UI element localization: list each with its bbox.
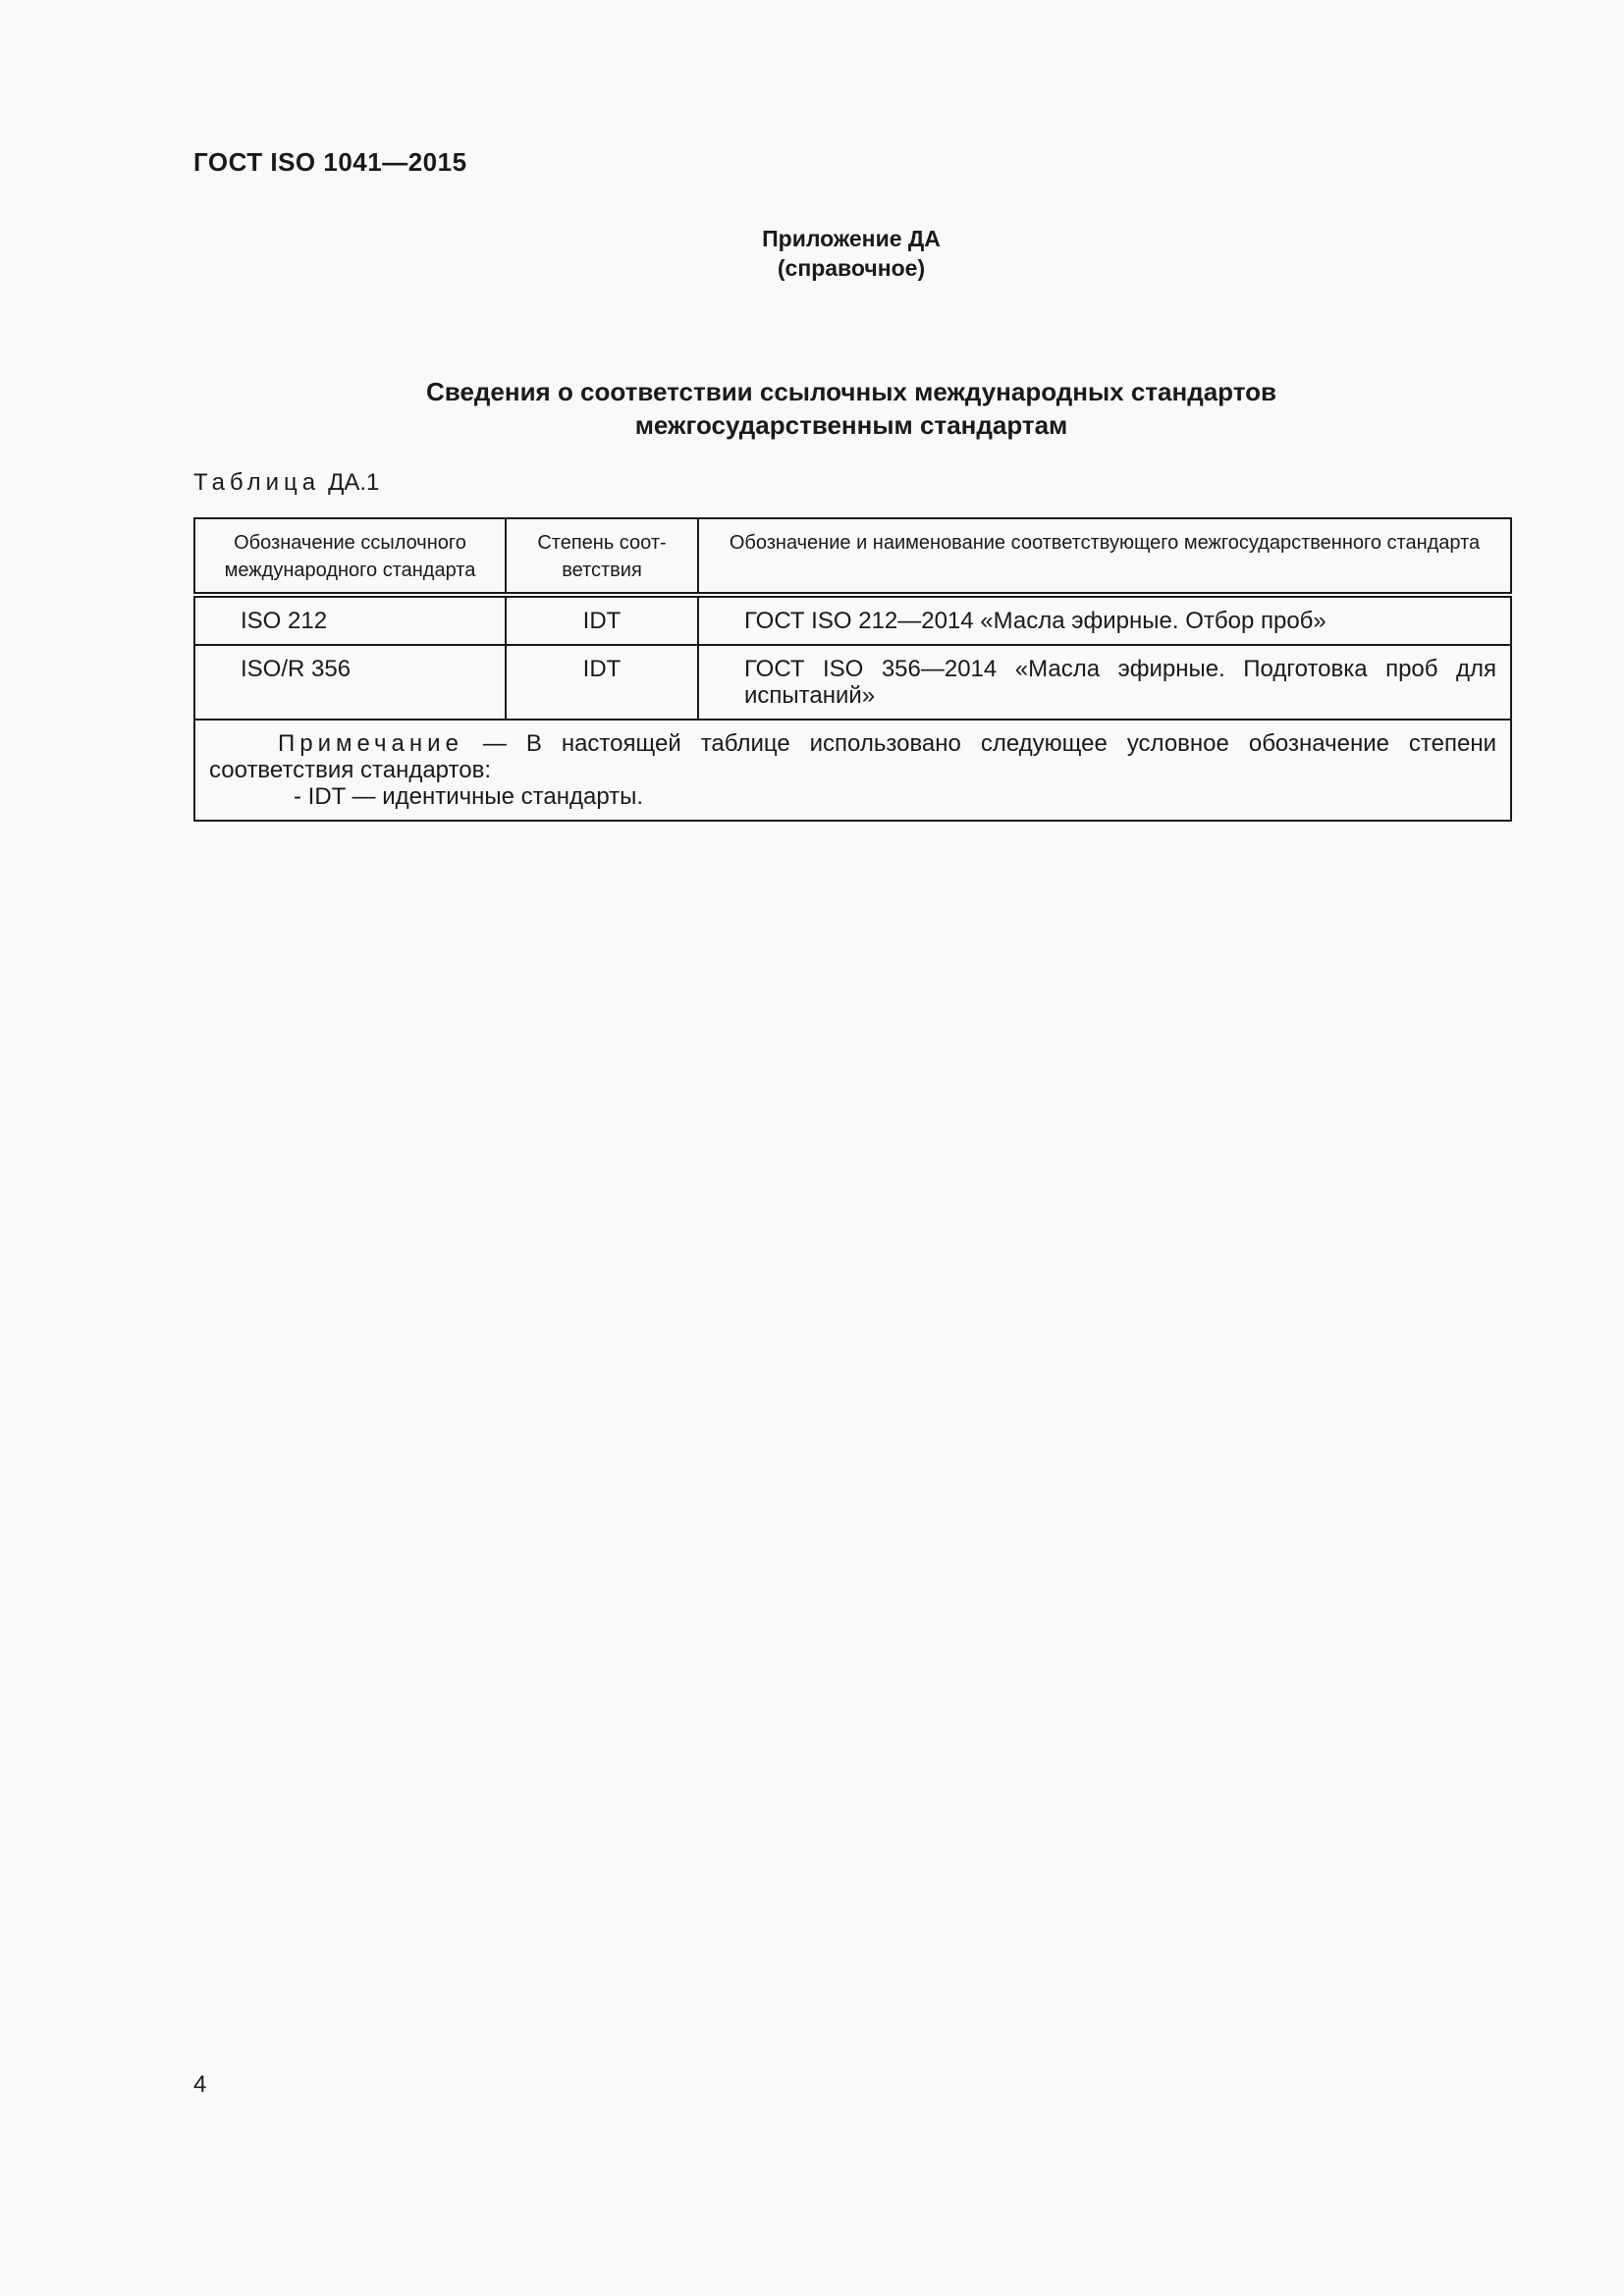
cell-code: ISO/R 356 [194, 645, 506, 720]
header-interstate-standard: Обозначение и наименование соответствующего межгосударственного стандарта [698, 518, 1511, 595]
table-note-row [194, 720, 1511, 821]
section-title-line1: Сведения о соответствии ссылочных международных стандартов [426, 377, 1276, 406]
header-international-standard: Обозначение ссылочного международного стандарта [194, 518, 506, 595]
cell-name: ГОСТ ISO 212—2014 «Масла эфирные. Отбор проб» [698, 595, 1511, 645]
correspondence-table [193, 517, 1512, 822]
header-degree: Степень соот-ветствия [506, 518, 698, 595]
cell-code: ISO 212 [194, 595, 506, 645]
table-row [194, 645, 1511, 720]
table-header-row [194, 518, 1511, 595]
table-caption-prefix: Таблица [193, 469, 321, 496]
appendix-heading [0, 224, 1624, 283]
table-caption-id: ДА.1 [328, 469, 380, 496]
page-number: 4 [193, 2071, 207, 2098]
note-label: Примечание [278, 730, 463, 757]
document-code: ГОСТ ISO 1041—2015 [193, 147, 467, 177]
section-title-line2: межгосударственным стандартам [634, 410, 1068, 440]
table-note [194, 720, 1511, 821]
table-caption [193, 469, 379, 497]
note-text: В настоящей таблице использовано следующее условное обозначение степени соответствия стандартов: [209, 730, 1496, 783]
appendix-title: Приложение ДА [762, 226, 941, 251]
note-dash: — [462, 730, 526, 757]
section-title [0, 375, 1624, 442]
cell-degree: IDT [506, 595, 698, 645]
table-row [194, 595, 1511, 645]
note-item: - IDT — идентичные стандарты. [294, 783, 644, 810]
cell-name: ГОСТ ISO 356—2014 «Масла эфирные. Подготовка проб для испытаний» [698, 645, 1511, 720]
appendix-subtitle: (справочное) [777, 255, 926, 281]
cell-degree: IDT [506, 645, 698, 720]
